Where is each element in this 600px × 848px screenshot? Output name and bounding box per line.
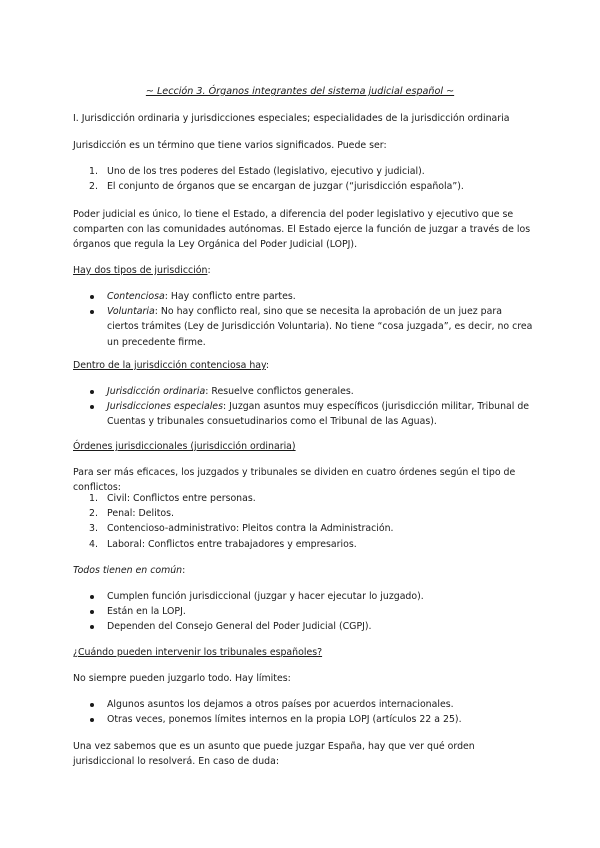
meanings-list — [73, 164, 533, 194]
comun-list — [73, 589, 533, 635]
cuando-heading: ¿Cuándo pueden intervenir los tribunales españoles? — [73, 647, 323, 658]
comun-heading — [73, 563, 533, 578]
list-item — [73, 399, 533, 429]
section-heading: I. Jurisdicción ordinaria y jurisdicciones especiales; especialidades de la jurisdicción ordinaria — [73, 113, 510, 124]
list-term: Contenciosa — [107, 291, 165, 302]
list-item — [73, 179, 533, 194]
poder-paragraph: Poder judicial es único, lo tiene el Estado, a diferencia del poder legislativo y ejecutivo que se comparten con las comunidades autónomas. El Estado ejerce la función de juzgar a través de los órganos que regula la Ley Orgánica del Poder Judicial (LOPJ). — [73, 209, 531, 251]
list-item — [73, 697, 533, 712]
list-item — [73, 384, 533, 399]
bullet-icon — [90, 295, 94, 299]
contenciosa-heading-text: Dentro de la jurisdicción contenciosa hay — [73, 360, 266, 371]
bullet-icon — [90, 390, 94, 394]
bullet-icon — [90, 703, 94, 707]
list-item — [73, 491, 533, 506]
limites-list — [73, 697, 533, 727]
comun-heading-colon: : — [182, 565, 186, 576]
tipos-heading-text: Hay dos tipos de jurisdicción — [73, 265, 208, 276]
comun-heading-text: Todos tienen en común — [73, 565, 183, 576]
list-text: Otras veces, ponemos límites internos en la propia LOPJ (artículos 22 a 25). — [107, 714, 462, 726]
list-item — [73, 619, 533, 634]
bullet-icon — [90, 718, 94, 722]
list-number: 1. — [89, 493, 98, 504]
list-number: 2. — [89, 181, 98, 193]
tipos-heading — [73, 263, 533, 278]
list-item — [73, 537, 533, 552]
list-text: Laboral: Conflictos entre trabajadores y empresarios. — [107, 538, 357, 550]
page-title: ~ Lección 3. Órganos integrantes del sistema judicial español ~ — [145, 86, 455, 97]
list-item — [73, 164, 533, 179]
list-text: Dependen del Consejo General del Poder Judicial (CGPJ). — [107, 621, 372, 633]
bullet-icon — [90, 625, 94, 629]
tipos-heading-colon: : — [207, 265, 211, 276]
list-text: Penal: Delitos. — [107, 508, 174, 520]
ordenes-list — [73, 491, 533, 552]
list-text: Contencioso-administrativo: Pleitos contra la Administración. — [107, 523, 394, 535]
list-term: Jurisdicciones especiales — [107, 401, 223, 413]
list-item — [73, 604, 533, 619]
list-text: : Hay conflicto entre partes. — [164, 291, 296, 302]
tipos-list — [73, 289, 533, 350]
contenciosa-heading-colon: : — [265, 360, 270, 371]
list-text: Algunos asuntos los dejamos a otros países por acuerdos internacionales. — [107, 699, 454, 710]
list-text: : Resuelve conflictos generales. — [205, 386, 354, 397]
list-text: : Juzgan asuntos muy específicos (jurisdicción militar, Tribunal de Cuentas y tribunales consuetudinarios como el Tribunal de las Aguas). — [107, 401, 530, 428]
contenciosa-heading — [73, 358, 533, 373]
list-item — [73, 521, 533, 536]
list-text: Uno de los tres poderes del Estado (legislativo, ejecutivo y judicial). — [107, 166, 425, 177]
list-item — [73, 506, 533, 521]
list-item — [73, 304, 533, 350]
limites-intro: No siempre pueden juzgarlo todo. Hay límites: — [73, 673, 291, 684]
list-number: 4. — [89, 538, 98, 550]
ordenes-intro: Para ser más eficaces, los juzgados y tribunales se dividen en cuatro órdenes según el tipo de conflictos: — [73, 467, 516, 494]
bullet-icon — [90, 405, 94, 409]
list-text: Civil: Conflictos entre personas. — [107, 493, 256, 504]
list-number: 3. — [89, 523, 98, 535]
intro-paragraph: Jurisdicción es un término que tiene varios significados. Puede ser: — [73, 140, 387, 151]
list-text: Están en la LOPJ. — [107, 606, 186, 618]
list-text: El conjunto de órganos que se encargan de juzgar (“jurisdicción española”). — [107, 181, 464, 193]
list-text: : No hay conflicto real, sino que se necesita la aprobación de un juez para ciertos trámites (Ley de Jurisdicción Voluntaria). No tiene “cosa juzgada”, es decir, no crea un precedente firme. — [107, 306, 533, 348]
bullet-icon — [90, 610, 94, 614]
final-paragraph: Una vez sabemos que es un asunto que puede juzgar España, hay que ver qué orden jurisdiccional lo resolverá. En caso de duda: — [73, 741, 475, 768]
list-item — [73, 289, 533, 304]
list-term: Jurisdicción ordinaria — [107, 386, 206, 397]
list-number: 2. — [89, 508, 98, 520]
bullet-icon — [90, 310, 94, 314]
list-item — [73, 712, 533, 727]
list-term: Voluntaria — [107, 306, 155, 318]
ordenes-heading: Órdenes jurisdiccionales (jurisdicción ordinaria) — [73, 441, 296, 452]
list-number: 1. — [89, 166, 98, 177]
list-text: Cumplen función jurisdiccional (juzgar y hacer ejecutar lo juzgado). — [107, 591, 424, 602]
contenciosa-list — [73, 384, 533, 430]
bullet-icon — [90, 595, 94, 599]
list-item — [73, 589, 533, 604]
